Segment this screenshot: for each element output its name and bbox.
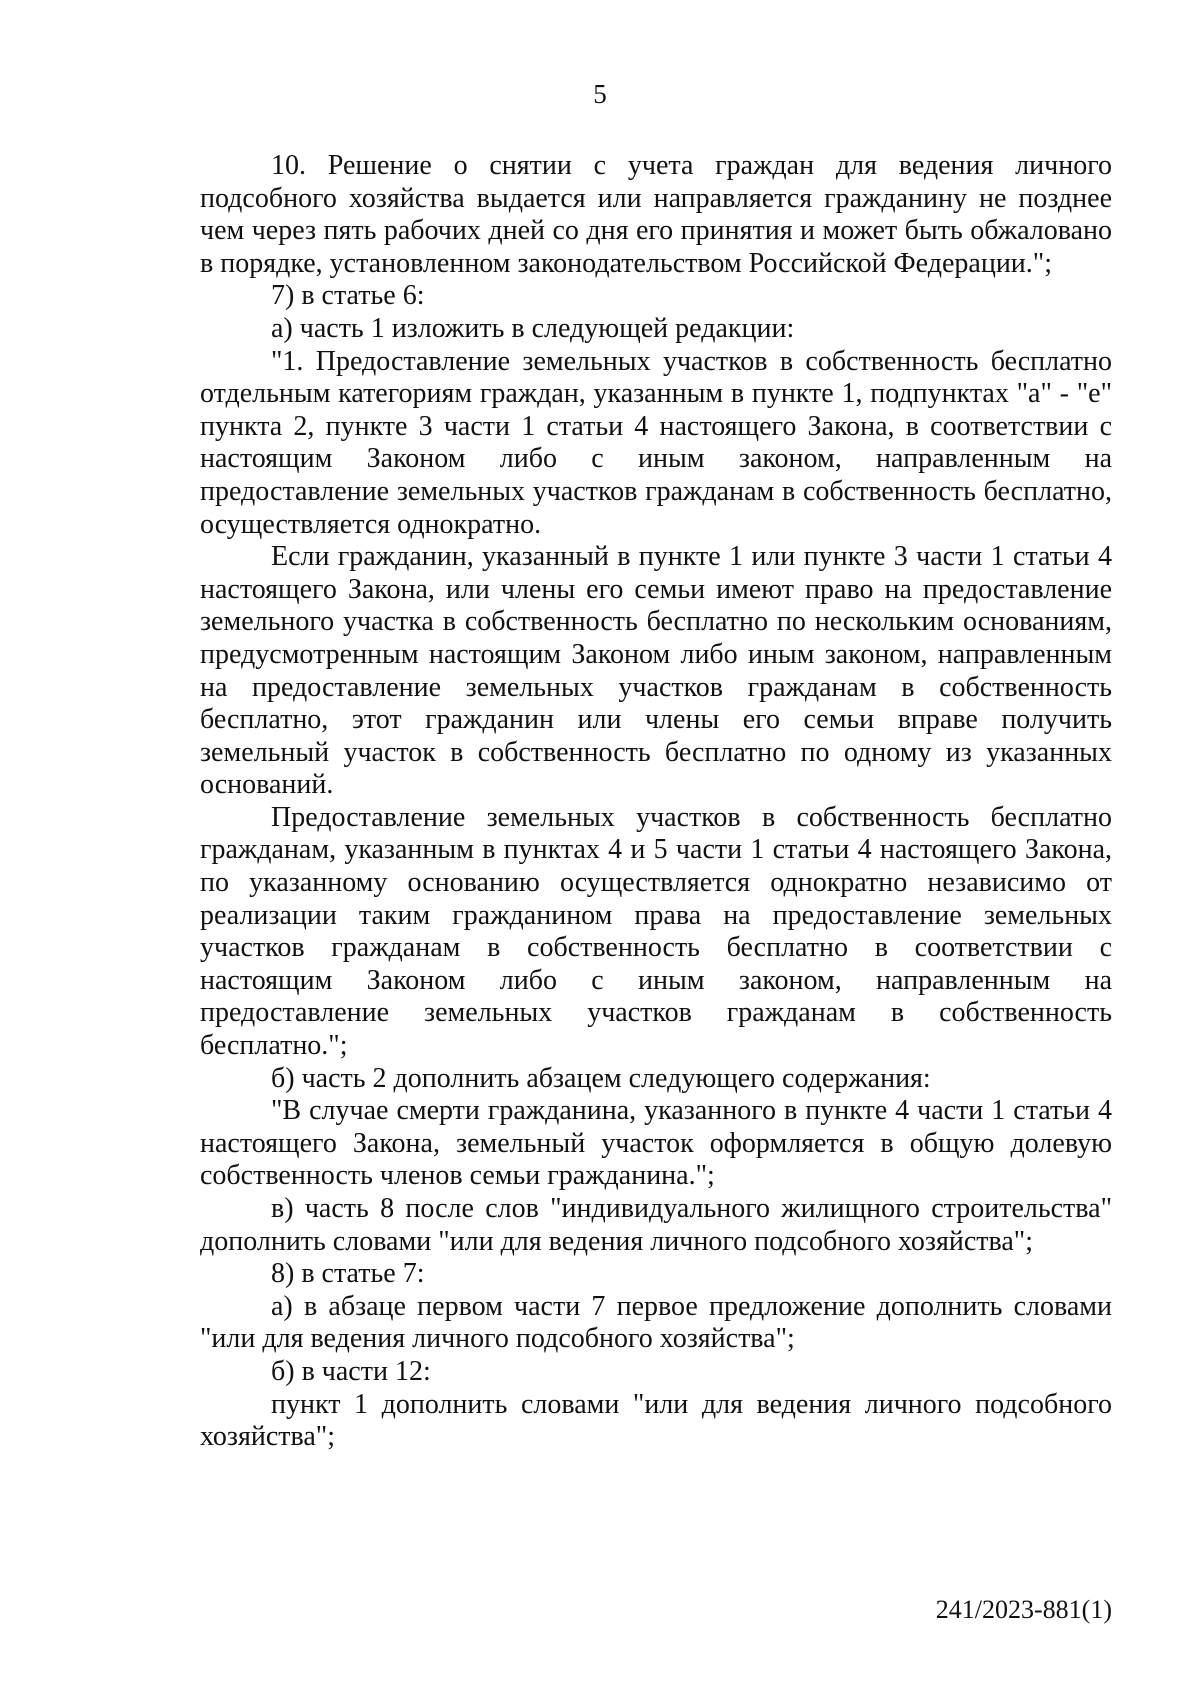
paragraph-part-7: а) в абзаце первом части 7 первое предложение дополнить словами "или для ведения личного подсобного хозяйства"; bbox=[200, 1290, 1112, 1355]
paragraph-part-8: в) часть 8 после слов "индивидуального жилищного строительства" дополнить словами "или для ведения личного подсобного хозяйства"; bbox=[200, 1193, 1112, 1257]
paragraph-part-2-intro: б) часть 2 дополнить абзацем следующего содержания: bbox=[271, 1062, 931, 1094]
paragraph-part-1-second: Если гражданин, указанный в пункте 1 или пункте 3 части 1 статьи 4 настоящего Закона, или члены его семьи имеют право на предоставление земельного участка в собственность бесплатно по нескольким основаниям, предусмотренным настоящим Законом либо иным законом, направленным на предоставление земельных участков гражданам в собственность бесплатно, этот гражданин или члены его семьи вправе получить земельный участок в собственность бесплатно по одному из указанных оснований. bbox=[200, 541, 1112, 801]
paragraph-part-12-item-1: пункт 1 дополнить словами "или для ведения личного подсобного хозяйства"; bbox=[200, 1388, 1112, 1453]
document-body bbox=[200, 150, 1112, 1454]
paragraph-article-7-heading: 8) в статье 7: bbox=[271, 1258, 425, 1290]
paragraph-part-2-text: "В случае смерти гражданина, указанного в пункте 4 части 1 статьи 4 настоящего Закона, земельный участок оформляется в общую долевую собственность членов семьи гражданина."; bbox=[200, 1095, 1112, 1192]
paragraph-part-1-intro: а) часть 1 изложить в следующей редакции: bbox=[271, 312, 795, 344]
page-number: 5 bbox=[593, 79, 607, 109]
paragraph-article-6-heading: 7) в статье 6: bbox=[271, 280, 425, 312]
paragraph-item-10: 10. Решение о снятии с учета граждан для ведения личного подсобного хозяйства выдается или направляется гражданину не позднее чем через пять рабочих дней со дня его принятия и может быть обжаловано в порядке, установленном законодательством Российской Федерации."; bbox=[200, 150, 1112, 279]
paragraph-part-1-third: Предоставление земельных участков в собственность бесплатно гражданам, указанным в пунктах 4 и 5 части 1 статьи 4 настоящего Закона, по указанному основанию осуществляется однократно независимо от реализации таким гражданином права на предоставление земельных участков гражданам в собственность бесплатно в соответствии с настоящим Законом либо с иным законом, направленным на предоставление земельных участков гражданам в собственность бесплатно."; bbox=[200, 801, 1112, 1062]
paragraph-part-1-text: "1. Предоставление земельных участков в собственность бесплатно отдельным категориям граждан, указанным в пункте 1, подпунктах "а" - "е" пункта 2, пункте 3 части 1 статьи 4 настоящего Закона, в соответствии с настоящим Законом либо с иным законом, направленным на предоставление земельных участков гражданам в собственность бесплатно, осуществляется однократно. bbox=[200, 345, 1112, 540]
paragraph-part-12-intro: б) в части 12: bbox=[271, 1355, 431, 1387]
document-code: 241/2023-881(1) bbox=[935, 1595, 1112, 1624]
